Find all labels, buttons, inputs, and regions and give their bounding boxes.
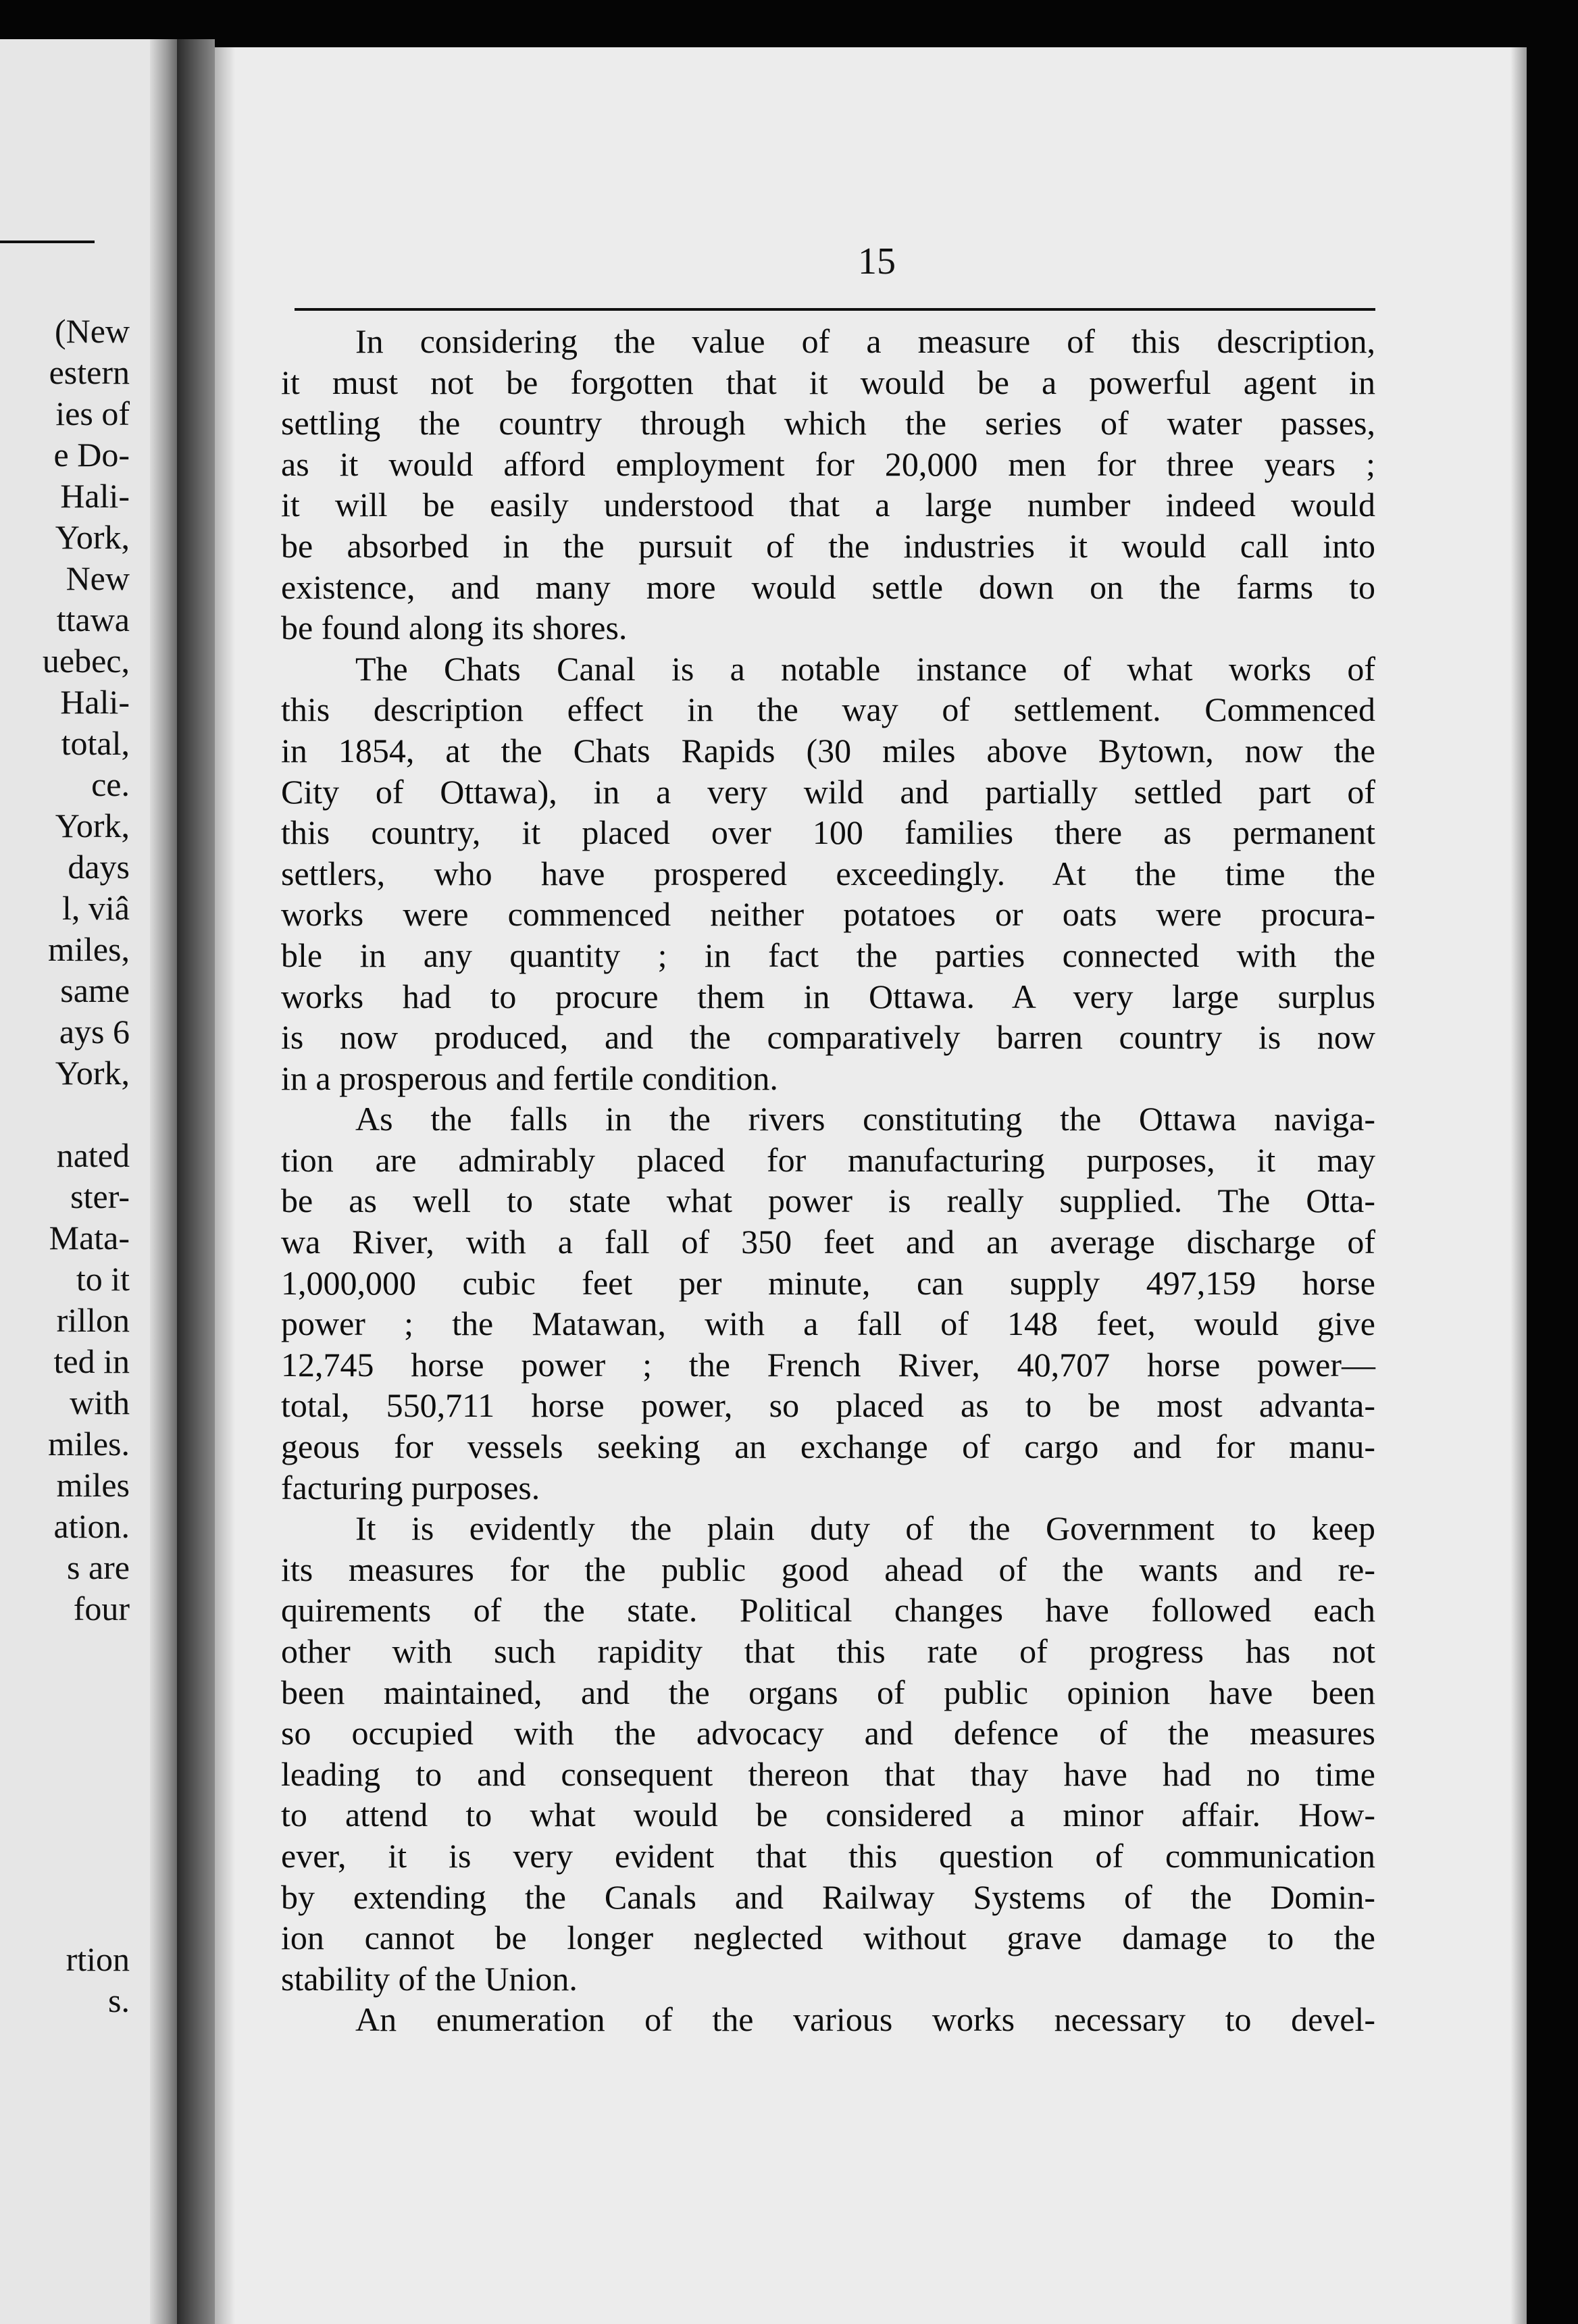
- left-page-line: ation.: [53, 1507, 130, 1545]
- text-line: City of Ottawa), in a very wild and partially settled part of: [281, 772, 1375, 811]
- text-line: stability of the Union.: [281, 1959, 578, 1998]
- left-page-line: miles.: [48, 1425, 130, 1463]
- left-page-line: ster-: [70, 1178, 130, 1215]
- text-line: ever, it is very evident that this question of communication: [281, 1836, 1375, 1875]
- left-page-line: miles,: [48, 930, 130, 968]
- text-line: total, 550,711 horse power, so placed as to be most advanta-: [281, 1386, 1375, 1425]
- text-line: this country, it placed over 100 families there as permanent: [281, 813, 1375, 852]
- text-line: other with such rapidity that this rate of progress has not: [281, 1632, 1375, 1670]
- left-page-line: ays 6: [59, 1013, 130, 1051]
- text-line: it must not be forgotten that it would be a powerful agent in: [281, 363, 1375, 401]
- text-line: In considering the value of a measure of this description,: [355, 322, 1375, 360]
- left-page-line: ce.: [91, 765, 130, 803]
- left-page-edge: [150, 39, 177, 2324]
- left-page-text-lower: [66, 1939, 130, 2021]
- text-line: It is evidently the plain duty of the Government to keep: [355, 1509, 1375, 1548]
- left-page-line: Hali-: [60, 683, 130, 721]
- left-page-rule: [0, 241, 95, 243]
- left-page-line: Hali-: [60, 477, 130, 515]
- body-text: [281, 321, 1375, 2040]
- left-page-line: ted in: [53, 1342, 130, 1380]
- left-page-line: with: [70, 1384, 130, 1421]
- text-line: this description effect in the way of settlement. Commenced: [281, 690, 1375, 729]
- left-page-line: uebec,: [42, 642, 130, 680]
- text-line: The Chats Canal is a notable instance of what works of: [355, 649, 1375, 688]
- text-line: leading to and consequent thereon that thay have had no time: [281, 1754, 1375, 1793]
- text-line: As the falls in the rivers constituting the Ottawa naviga-: [355, 1100, 1375, 1138]
- text-line: so occupied with the advocacy and defence of the measures: [281, 1714, 1375, 1752]
- text-line: works had to procure them in Ottawa. A very large surplus: [281, 977, 1375, 1015]
- paragraph: [281, 1098, 1375, 1508]
- text-line: to attend to what would be considered a minor affair. How-: [281, 1796, 1375, 1834]
- left-page-line: e Do-: [53, 436, 130, 474]
- left-page-line: l, viâ: [62, 889, 130, 927]
- left-page-line: York,: [55, 807, 130, 844]
- left-page-line: [43, 1094, 130, 1135]
- left-page-line: total,: [61, 724, 130, 762]
- left-page-line: New: [66, 559, 130, 597]
- text-line: ion cannot be longer neglected without grave damage to the: [281, 1919, 1375, 1957]
- left-page-text-upper: [43, 311, 130, 1630]
- left-page-line: nated: [56, 1136, 130, 1174]
- right-page-shade: [215, 47, 235, 2324]
- text-line: be found along its shores.: [281, 609, 628, 647]
- left-page-line: ttawa: [56, 601, 130, 638]
- paragraph: [281, 1508, 1375, 1999]
- left-page-line: same: [60, 971, 130, 1009]
- text-line: be absorbed in the pursuit of the industries it would call into: [281, 526, 1375, 565]
- text-line: as it would afford employment for 20,000 men for three years ;: [281, 445, 1375, 483]
- text-line: quirements of the state. Political changes have followed each: [281, 1591, 1375, 1630]
- left-page-line: four: [73, 1590, 130, 1627]
- left-page-line: days: [68, 848, 130, 886]
- right-page: [215, 47, 1527, 2324]
- text-line: been maintained, and the organs of public opinion have been: [281, 1673, 1375, 1711]
- left-page-line: Mata-: [49, 1219, 130, 1257]
- text-line: is now produced, and the comparatively barren country is now: [281, 1018, 1375, 1057]
- text-line: facturing purposes.: [281, 1468, 540, 1507]
- right-page-edge: [1510, 47, 1527, 2324]
- text-line: settlers, who have prospered exceedingly. At the time the: [281, 854, 1375, 892]
- text-line: 1,000,000 cubic feet per minute, can supply 497,159 horse: [281, 1263, 1375, 1302]
- left-page-line: estern: [49, 353, 130, 391]
- paragraph: [281, 321, 1375, 649]
- left-page-line: rillon: [56, 1301, 130, 1339]
- left-page-line: s.: [108, 1981, 130, 2019]
- text-line: works were commenced neither potatoes or oats were procura-: [281, 895, 1375, 934]
- left-page-line: ies of: [55, 395, 130, 432]
- text-line: wa River, with a fall of 350 feet and an average discharge of: [281, 1223, 1375, 1261]
- text-line: 12,745 horse power ; the French River, 40,707 horse power—: [281, 1345, 1375, 1384]
- paragraph: [281, 1999, 1375, 2040]
- paragraph: [281, 649, 1375, 1099]
- left-page: [0, 39, 177, 2324]
- text-line: be as well to state what power is really supplied. The Otta-: [281, 1182, 1375, 1220]
- text-line: in 1854, at the Chats Rapids (30 miles above Bytown, now the: [281, 731, 1375, 769]
- text-line: settling the country through which the series of water passes,: [281, 404, 1375, 443]
- header-rule: [295, 308, 1375, 311]
- left-page-line: rtion: [66, 1940, 130, 1978]
- text-line: An enumeration of the various works necessary to devel-: [355, 2000, 1375, 2039]
- text-line: tion are admirably placed for manufacturing purposes, it may: [281, 1140, 1375, 1179]
- left-page-line: York,: [55, 518, 130, 556]
- book-gutter: [177, 39, 215, 2324]
- text-line: ble in any quantity ; in fact the parties connected with the: [281, 936, 1375, 974]
- text-line: geous for vessels seeking an exchange of cargo and for manu-: [281, 1428, 1375, 1466]
- page-number: 15: [858, 241, 896, 282]
- text-line: power ; the Matawan, with a fall of 148 feet, would give: [281, 1305, 1375, 1343]
- text-line: it will be easily understood that a large number indeed would: [281, 486, 1375, 524]
- text-line: by extending the Canals and Railway Systems of the Domin-: [281, 1877, 1375, 1916]
- left-page-line: s are: [67, 1548, 130, 1586]
- left-page-line: (New: [54, 312, 130, 350]
- text-line: existence, and many more would settle down on the farms to: [281, 567, 1375, 606]
- text-line: in a prosperous and fertile condition.: [281, 1059, 778, 1097]
- left-page-line: to it: [76, 1260, 130, 1298]
- text-line: its measures for the public good ahead of the wants and re-: [281, 1550, 1375, 1588]
- left-page-line: miles: [56, 1466, 130, 1504]
- left-page-line: York,: [55, 1054, 130, 1092]
